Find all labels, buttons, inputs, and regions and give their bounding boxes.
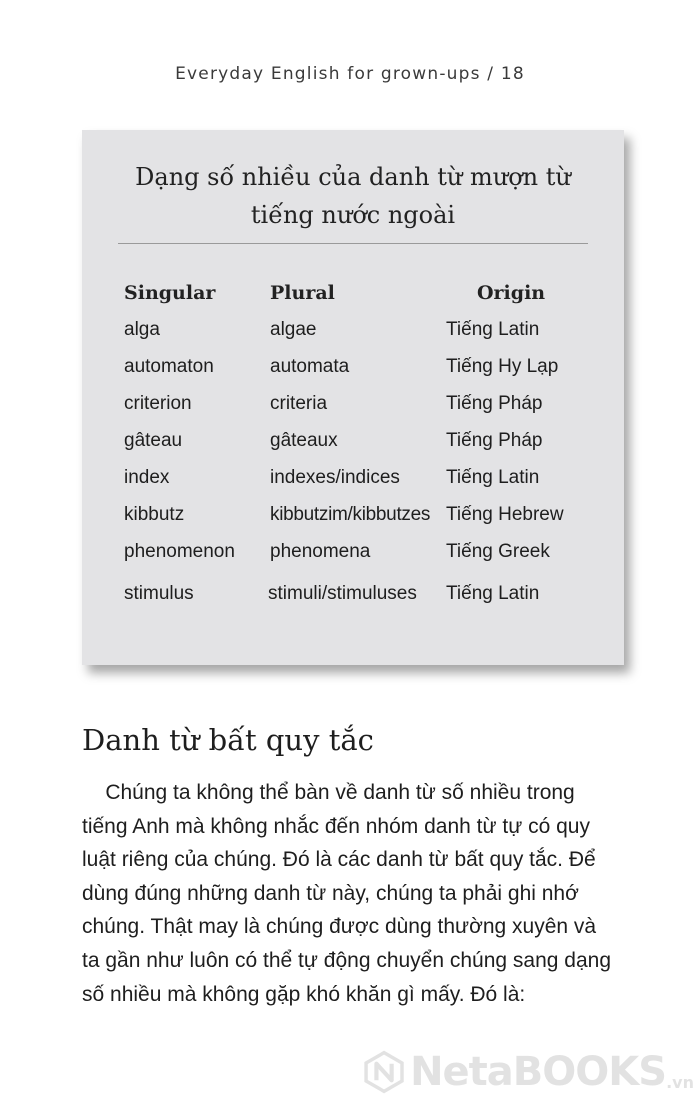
table-cell: Tiếng Greek: [446, 541, 550, 562]
table-cell: Tiếng Latin: [446, 319, 540, 340]
watermark: [364, 1042, 694, 1102]
table-cell: Tiếng Latin: [446, 583, 540, 604]
paragraph-line: luật riêng của chúng. Đó là các danh từ bất quy tắc. Để: [82, 848, 596, 872]
column-header-singular: Singular: [124, 282, 216, 304]
box-title-line-2: tiếng nước ngoài: [250, 201, 456, 229]
box-title: [82, 158, 624, 234]
table-cell: Tiếng Pháp: [446, 393, 543, 414]
paragraph-line: ta gần như luôn có thể tự động chuyển chúng sang dạng: [82, 948, 612, 972]
netabooks-logo-icon: [364, 1042, 404, 1102]
table-cell: algae: [270, 319, 317, 340]
section-heading: Danh từ bất quy tắc: [82, 723, 374, 757]
table-cell: stimuli/stimuluses: [268, 583, 417, 604]
table-cell: index: [124, 467, 170, 488]
paragraph-line: Chúng ta không thể bàn về danh từ số nhiều trong: [82, 781, 575, 804]
table-cell: kibbutzim/kibbutzes: [270, 504, 431, 525]
column-header-origin: Origin: [477, 282, 546, 304]
column-header-plural: Plural: [270, 282, 335, 304]
table-cell: phenomena: [270, 541, 371, 562]
info-box: [82, 130, 624, 665]
box-title-line-1: Dạng số nhiều của danh từ mượn từ: [135, 163, 571, 191]
title-divider: [118, 243, 588, 244]
table-cell: Tiếng Latin: [446, 467, 540, 488]
body-paragraph: [82, 776, 628, 1011]
watermark-suffix: .vn: [666, 1073, 694, 1092]
table-cell: gâteau: [124, 430, 183, 451]
table-cell: automata: [270, 356, 350, 377]
table-cell: automaton: [124, 356, 214, 377]
paragraph-line: số nhiều mà không gặp khó khăn gì mấy. Đó là:: [82, 982, 526, 1006]
table-cell: stimulus: [124, 583, 194, 604]
paragraph-line: tiếng Anh mà không nhắc đến nhóm danh từ tự có quy: [82, 814, 590, 838]
table-cell: kibbutz: [124, 504, 185, 525]
watermark-brand: NetaBOOKS: [410, 1049, 667, 1095]
table-cell: criteria: [270, 393, 328, 414]
table-cell: gâteaux: [270, 430, 338, 451]
table-cell: indexes/indices: [270, 467, 400, 488]
table-cell: Tiếng Pháp: [446, 430, 543, 451]
running-header: Everyday English for grown-ups / 18: [175, 64, 525, 84]
table-cell: phenomenon: [124, 541, 235, 562]
table-cell: alga: [124, 319, 160, 340]
paragraph-line: dùng đúng những danh từ này, chúng ta phải ghi nhớ: [82, 881, 579, 905]
table-cell: criterion: [124, 393, 192, 414]
table-cell: Tiếng Hy Lạp: [446, 356, 559, 377]
paragraph-line: chúng. Thật may là chúng được dùng thường xuyên và: [82, 915, 597, 939]
table-cell: Tiếng Hebrew: [446, 504, 564, 525]
